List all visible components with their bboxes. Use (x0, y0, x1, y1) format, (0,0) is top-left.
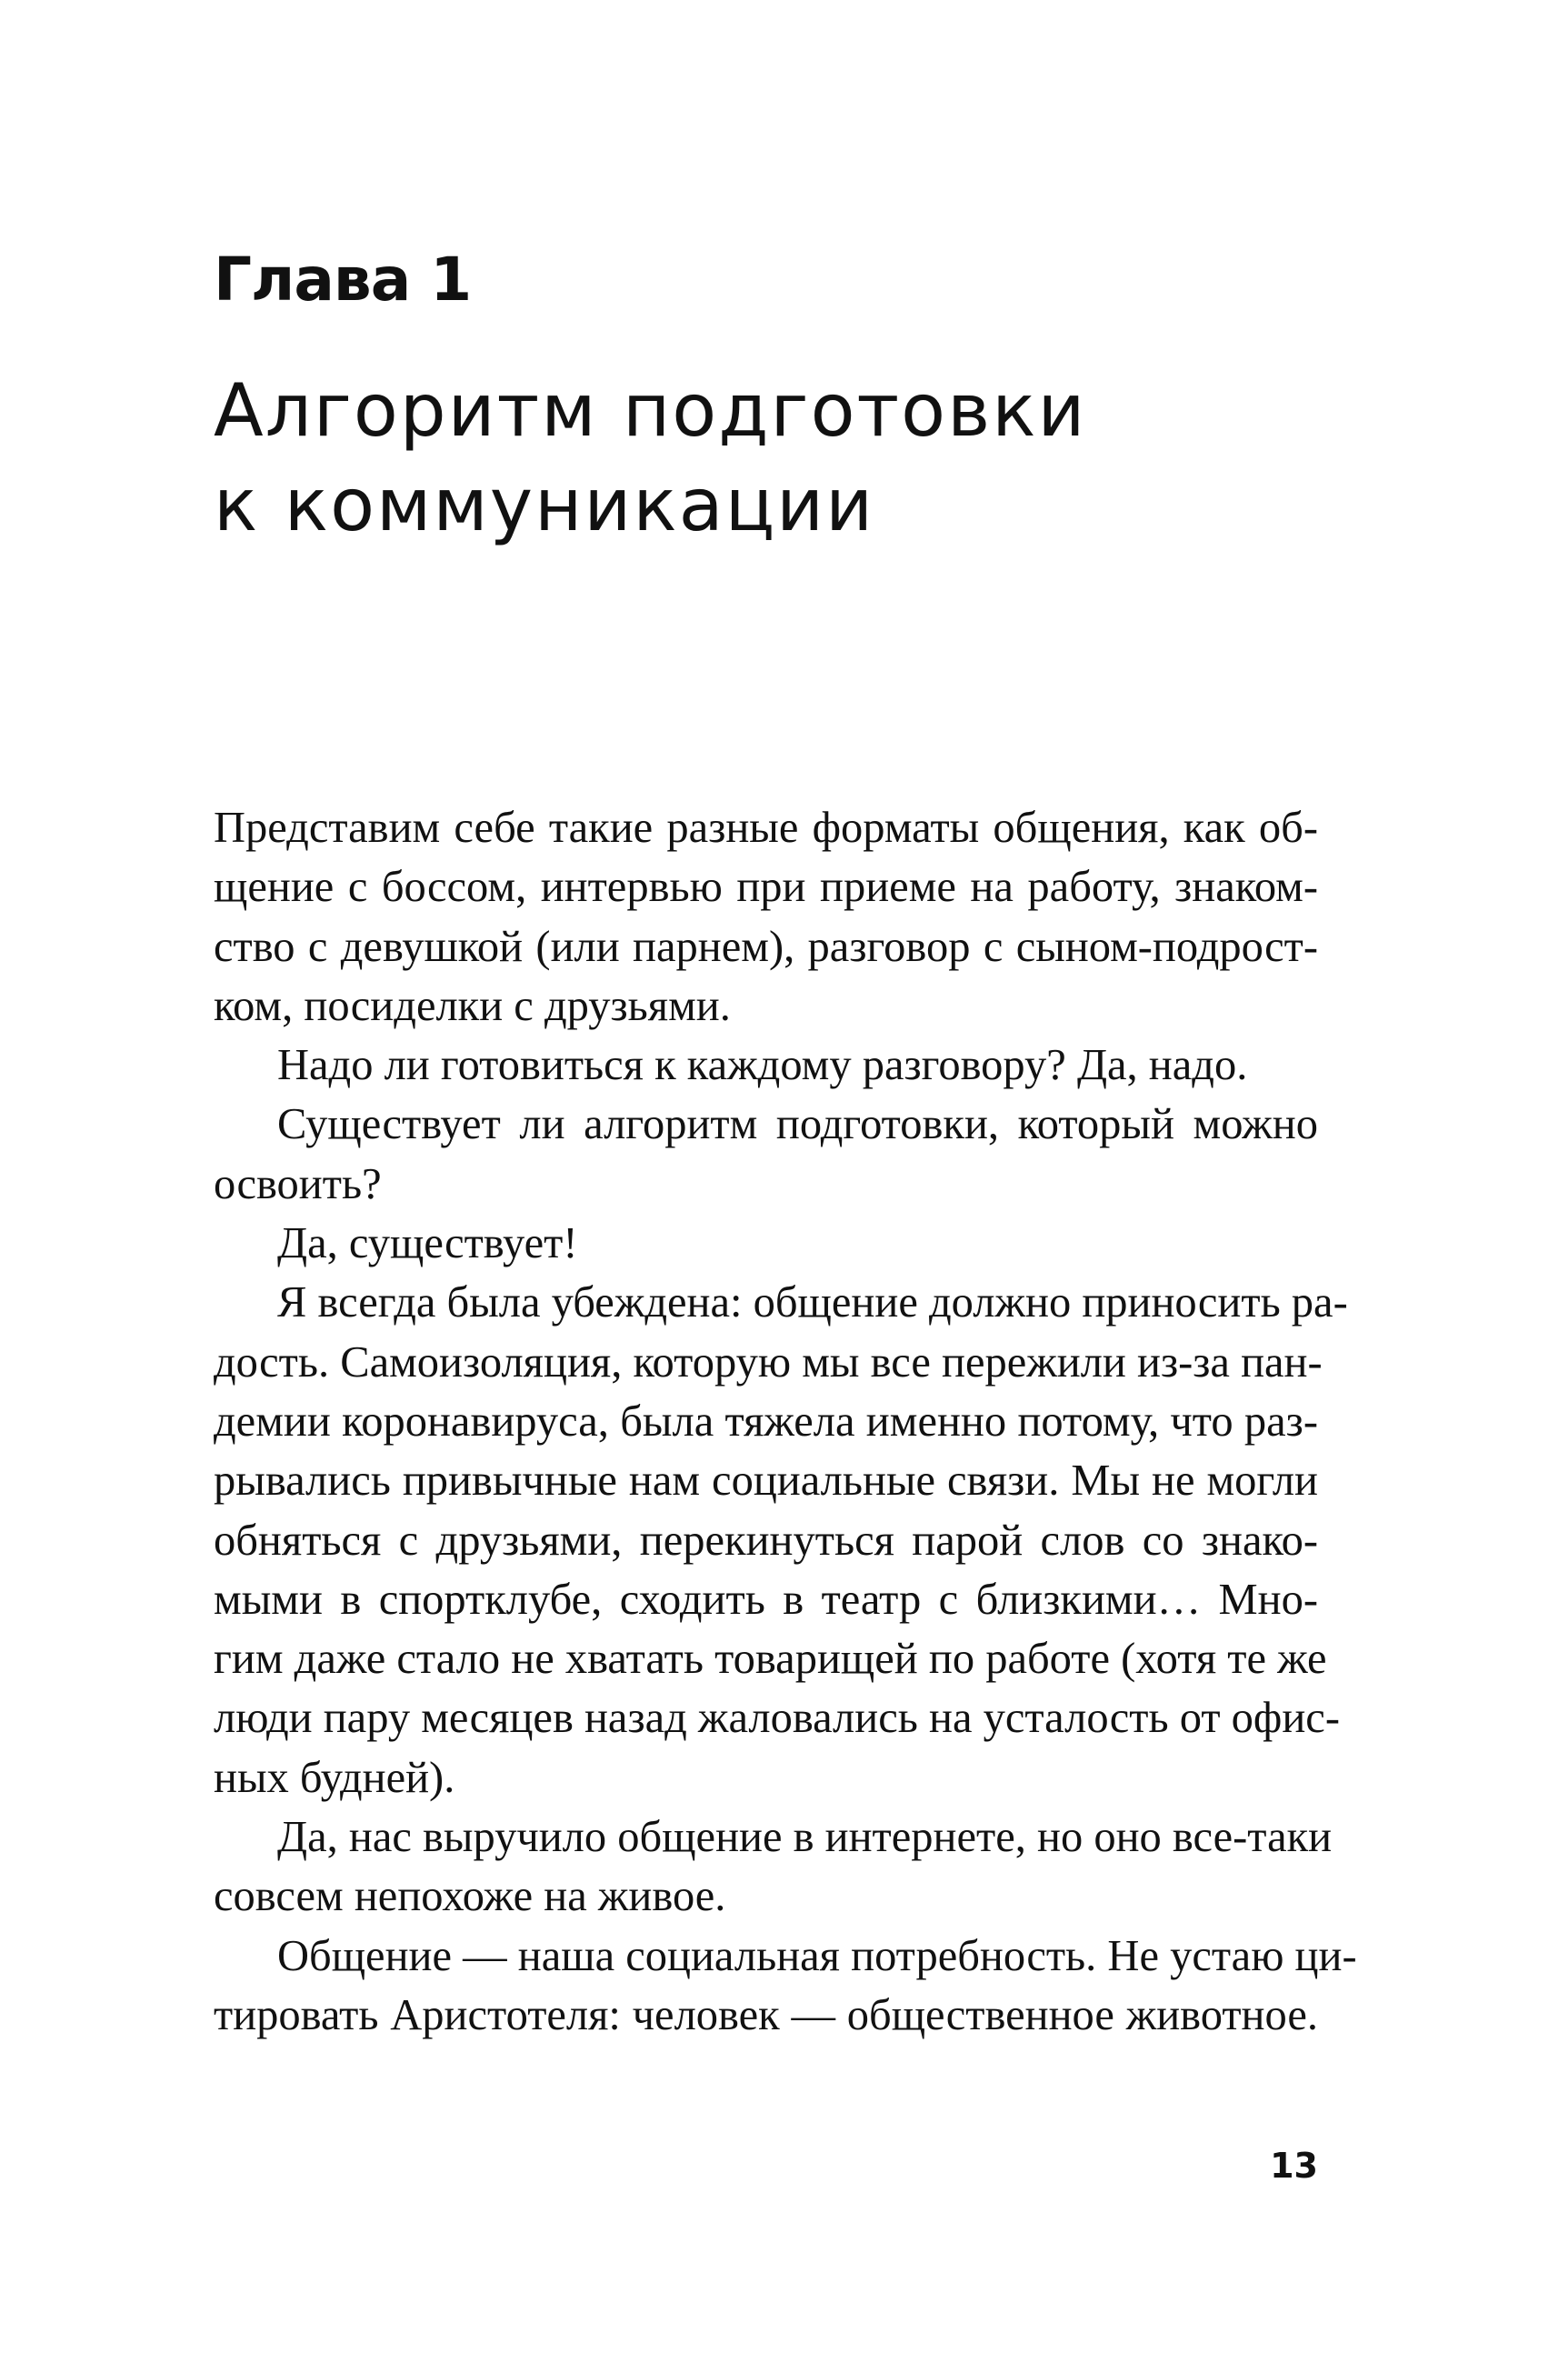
text-line: освоить? (214, 1159, 382, 1208)
text-line: демии коронавируса, была тяжела именно потому, что раз- (214, 1397, 1318, 1446)
text-line: мыми в спортклубе, сходить в театр с близкими… Мно- (214, 1575, 1318, 1624)
text-line: Да, существует! (277, 1219, 578, 1268)
text-line: ком, посиделки с друзьями. (214, 981, 731, 1030)
text-line: Надо ли готовиться к каждому разговору? Да, надо. (277, 1041, 1248, 1090)
text-line: щение с боссом, интервью при приеме на работу, знаком- (214, 863, 1318, 912)
text-line: рывались привычные нам социальные связи. Мы не могли (214, 1457, 1318, 1506)
body-text (214, 798, 1357, 2045)
text-line: дость. Самоизоляция, которую мы все пережили из-за пан- (214, 1337, 1323, 1387)
text-line: Да, нас выручило общение в интернете, но оно все-таки (277, 1813, 1333, 1862)
text-line: Представим себе такие разные форматы общения, как об- (214, 804, 1318, 852)
text-line: Я всегда была убеждена: общение должно приносить ра- (277, 1278, 1348, 1327)
text-line: ство с девушкой (или парнем), разговор с сыном-подрост- (214, 922, 1318, 971)
text-line: люди пару месяцев назад жаловались на усталость от офис- (214, 1694, 1340, 1743)
text-line: ных будней). (214, 1753, 455, 1802)
text-line: совсем непохоже на живое. (214, 1872, 726, 1921)
chapter-label: Глава 1 (214, 245, 472, 315)
text-line: Общение — наша социальная потребность. Не устаю ци- (277, 1931, 1357, 1980)
text-line: Существует ли алгоритм подготовки, который можно (277, 1100, 1318, 1149)
chapter-title-line: Алгоритм подготовки (214, 368, 1087, 453)
page-number: 13 (1270, 2146, 1318, 2186)
chapter-title (214, 364, 1395, 553)
text-line: тировать Аристотеля: человек — общественное животное. (214, 1990, 1318, 2039)
text-line: гим даже стало не хватать товарищей по работе (хотя те же (214, 1635, 1327, 1684)
chapter-title-line: к коммуникации (214, 463, 875, 547)
text-line: обняться с друзьями, перекинуться парой слов со знако- (214, 1516, 1318, 1565)
